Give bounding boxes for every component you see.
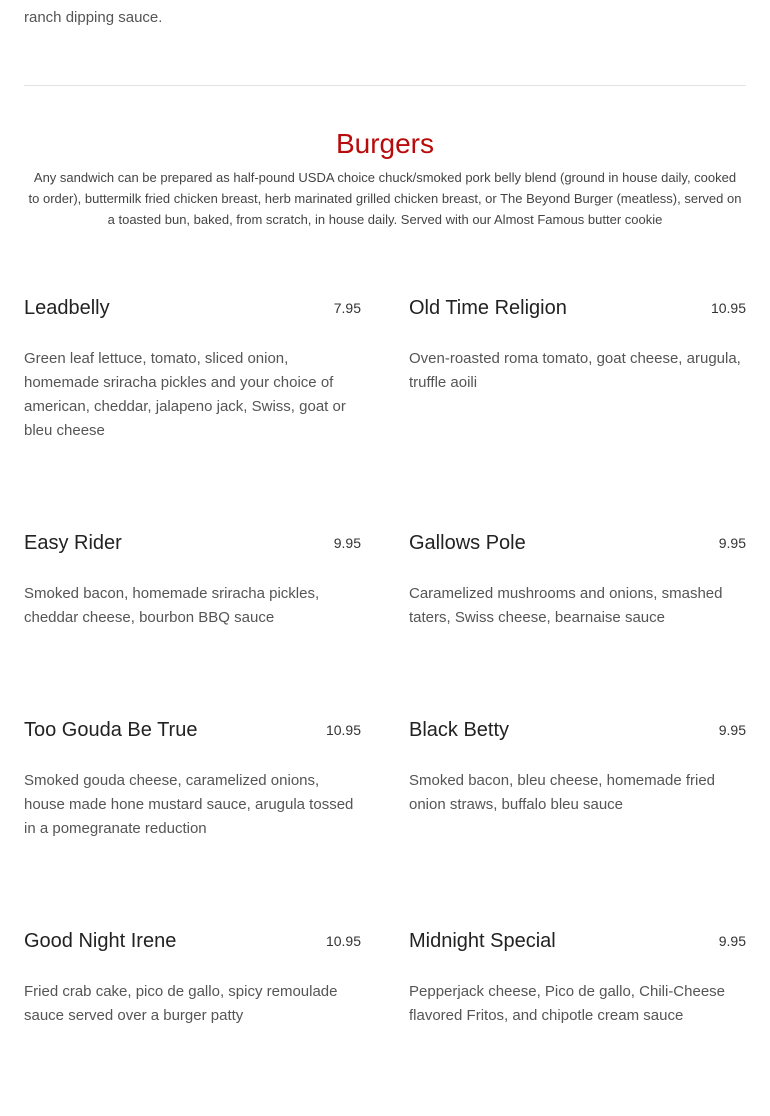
section-description-burgers: Any sandwich can be prepared as half-pound USDA choice chuck/smoked pork belly blend (ground in house daily, cooked to order), buttermilk fried chicken breast, herb marinated grilled chicken breast, or The Beyond Burger (meatless), served on a toasted bun, baked, from scratch, in house daily. Served with our Almost Famous butter cookie [28, 170, 742, 227]
menu-item-name: Black Betty [409, 719, 510, 741]
menu-item-name: Good Night Irene [24, 930, 177, 952]
menu-item-description: Fried crab cake, pico de gallo, spicy remoulade sauce served over a burger patty [24, 983, 338, 1024]
menu-item-price: 10.95 [325, 933, 361, 949]
menu-item-good-night-irene [24, 926, 361, 1028]
section-title-burgers: Burgers [335, 128, 435, 159]
menu-item-description: Pepperjack cheese, Pico de gallo, Chili-Cheese flavored Fritos, and chipotle cream sauce [409, 983, 726, 1024]
menu-item-name: Old Time Religion [409, 297, 567, 319]
menu-item-price: 9.95 [718, 933, 746, 949]
menu-item-price: 7.95 [333, 300, 361, 316]
menu-item-price: 10.95 [710, 300, 746, 316]
menu-item-gallows-pole [409, 528, 746, 630]
menu-item-too-gouda-be-true [24, 715, 361, 841]
menu-item-description: Smoked bacon, bleu cheese, homemade fried onion straws, buffalo bleu sauce [409, 772, 716, 813]
menu-item-black-betty [409, 715, 746, 817]
menu-item-description: Oven-roasted roma tomato, goat cheese, arugula, truffle aoili [409, 350, 741, 391]
menu-item-description: Smoked bacon, homemade sriracha pickles, cheddar cheese, bourbon BBQ sauce [24, 585, 320, 626]
menu-item-name: Midnight Special [409, 930, 556, 952]
menu-item-easy-rider [24, 528, 361, 630]
menu-item-leadbelly [24, 293, 361, 443]
menu-item-price: 9.95 [333, 535, 361, 551]
menu-item-description: Caramelized mushrooms and onions, smashed taters, Swiss cheese, bearnaise sauce [409, 585, 723, 626]
menu-item-old-time-religion [409, 293, 746, 395]
menu-item-name: Leadbelly [24, 297, 110, 319]
menu-item-description: Smoked gouda cheese, caramelized onions, house made hone mustard sauce, arugula tossed in a pomegranate reduction [24, 772, 354, 837]
menu-item-price: 9.95 [718, 722, 746, 738]
menu-item-midnight-special [409, 926, 746, 1028]
previous-section-description: ranch dipping sauce. [24, 9, 163, 26]
menu-item-name: Too Gouda Be True [24, 719, 198, 741]
menu-item-name: Gallows Pole [409, 532, 526, 554]
menu-item-description: Green leaf lettuce, tomato, sliced onion, homemade sriracha pickles and your choice of american, cheddar, jalapeno jack, Swiss, goat or bleu cheese [24, 350, 346, 439]
section-divider [24, 85, 746, 86]
menu-item-price: 9.95 [718, 535, 746, 551]
menu-item-name: Easy Rider [24, 532, 122, 554]
menu-item-price: 10.95 [325, 722, 361, 738]
